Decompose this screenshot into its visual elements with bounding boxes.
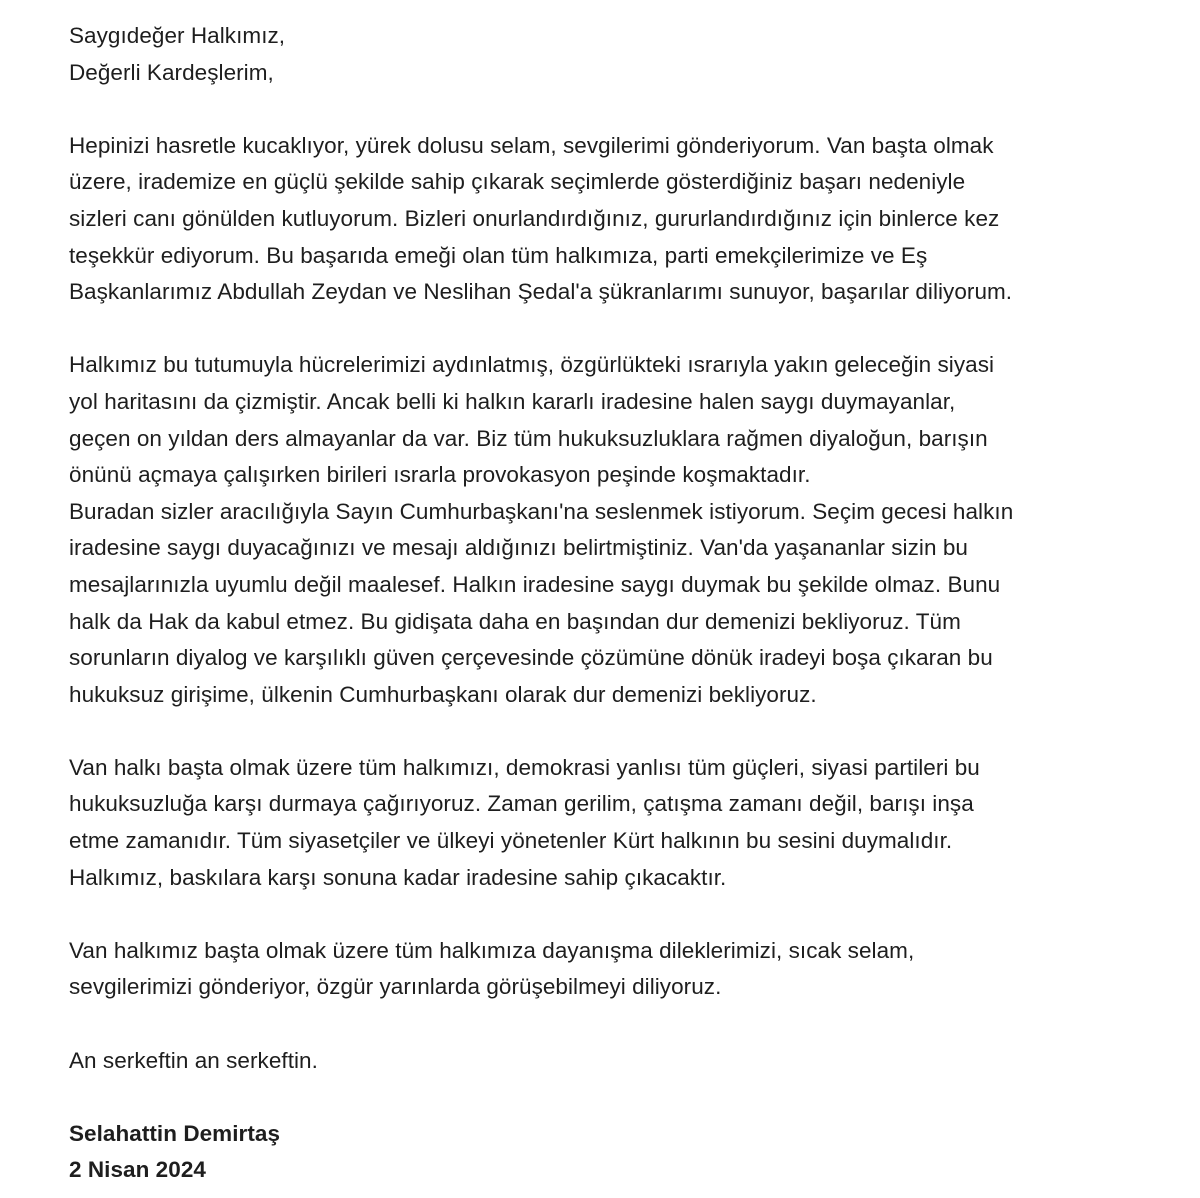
text-line: hukuksuz girişime, ülkenin Cumhurbaşkanı olarak dur demenizi bekliyoruz. <box>69 681 817 707</box>
greeting <box>69 18 1179 91</box>
text-line: halk da Hak da kabul etmez. Bu gidişata daha en başından dur demenizi bekliyoruz. Tüm <box>69 608 961 634</box>
text-line: üzere, irademize en güçlü şekilde sahip çıkarak seçimlerde gösterdiğiniz başarı nedeniyle <box>69 169 966 195</box>
paragraph-appeal <box>69 347 1179 713</box>
paragraph-congratulations <box>69 128 1179 311</box>
paragraph-closing <box>69 1043 1179 1080</box>
text-line: Halkımız, baskılara karşı sonuna kadar iradesine sahip çıkacaktır. <box>69 864 727 890</box>
text-line: önünü açmaya çalışırken birileri ısrarla provokasyon peşinde koşmaktadır. <box>69 462 811 488</box>
text-line: sevgilerimizi gönderiyor, özgür yarınlarda görüşebilmeyi diliyoruz. <box>69 974 722 1000</box>
text-line: teşekkür ediyorum. Bu başarıda emeği olan tüm halkımıza, parti emekçilerimize ve Eş <box>69 242 928 268</box>
text-line: yol haritasını da çizmiştir. Ancak belli ki halkın kararlı iradesine halen saygı duymayanlar, <box>69 388 956 414</box>
signature-date: 2 Nisan 2024 <box>69 1157 206 1183</box>
text-line: Halkımız bu tutumuyla hücrelerimizi aydınlatmış, özgürlükteki ısrarıyla yakın geleceğin siyasi <box>69 352 995 378</box>
text-line: iradesine saygı duyacağınızı ve mesajı aldığınızı belirtmiştiniz. Van'da yaşananlar sizin bu <box>69 535 968 561</box>
text-line: mesajlarınızla uyumlu değil maalesef. Halkın iradesine saygı duymak bu şekilde olmaz. Bunu <box>69 571 1001 597</box>
greeting-line: Değerli Kardeşlerim, <box>69 59 274 85</box>
text-line: Van halkımız başta olmak üzere tüm halkımıza dayanışma dileklerimizi, sıcak selam, <box>69 937 915 963</box>
greeting-line: Saygıdeğer Halkımız, <box>69 23 286 48</box>
text-line: Hepinizi hasretle kucaklıyor, yürek dolusu selam, sevgilerimi gönderiyorum. Van başta olmak <box>69 132 994 158</box>
text-line: geçen on yıldan ders almayanlar da var. Biz tüm hukuksuzluklara rağmen diyaloğun, barışın <box>69 425 988 451</box>
text-line: Başkanlarımız Abdullah Zeydan ve Neslihan Şedal'a şükranlarımı sunuyor, başarılar diliyorum. <box>69 279 1013 305</box>
letter-body <box>69 18 1179 1189</box>
text-line: etme zamanıdır. Tüm siyasetçiler ve ülkeyi yönetenler Kürt halkının bu sesini duymalıdır. <box>69 828 953 854</box>
paragraph-solidarity <box>69 933 1179 1006</box>
signature <box>69 1116 1179 1189</box>
text-line: An serkeftin an serkeftin. <box>69 1047 318 1073</box>
text-line: hukuksuzluğa karşı durmaya çağırıyoruz. Zaman gerilim, çatışma zamanı değil, barışı inşa <box>69 791 974 817</box>
text-line: sorunların diyalog ve karşılıklı güven çerçevesinde çözümüne dönük iradeyi boşa çıkaran bu <box>69 645 993 671</box>
text-line: Buradan sizler aracılığıyla Sayın Cumhurbaşkanı'na seslenmek istiyorum. Seçim gecesi halkın <box>69 498 1014 524</box>
text-line: Van halkı başta olmak üzere tüm halkımızı, demokrasi yanlısı tüm güçleri, siyasi partileri bu <box>69 754 980 780</box>
paragraph-call <box>69 750 1179 896</box>
signature-name: Selahattin Demirtaş <box>69 1120 281 1146</box>
text-line: sizleri canı gönülden kutluyorum. Bizleri onurlandırdığınız, gururlandırdığınız için binlerce kez <box>69 205 1000 231</box>
